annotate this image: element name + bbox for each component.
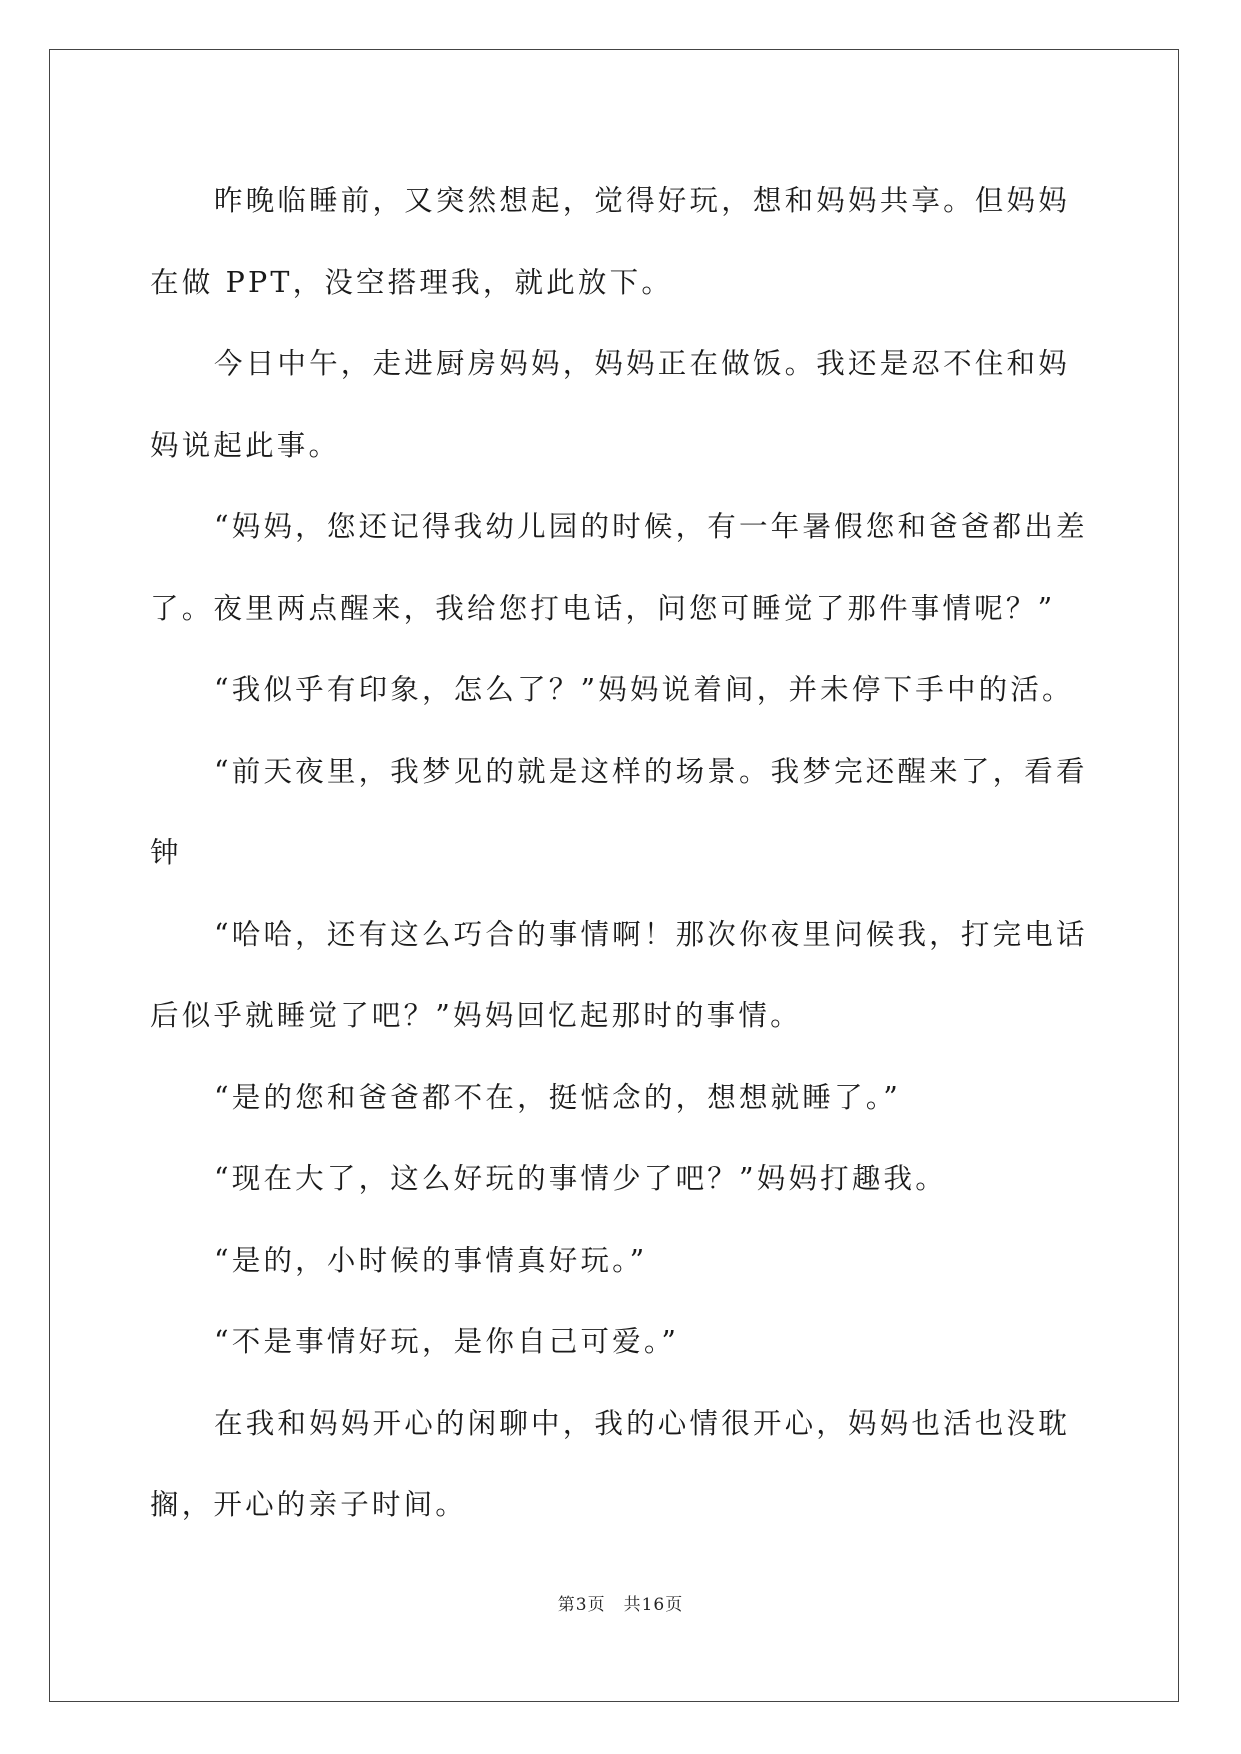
- current-page-number: 第3页: [557, 1595, 606, 1615]
- paragraph: “我似乎有印象，怎么了？”妈妈说着间，并未停下手中的活。: [214, 673, 1074, 706]
- paragraph: “前天夜里，我梦见的就是这样的场景。我梦完还醒来了，看看钟: [150, 754, 1088, 869]
- total-page-count: 共16页: [623, 1595, 684, 1615]
- paragraph: “哈哈，还有这么巧合的事情啊！那次你夜里问候我，打完电话后似乎就睡觉了吧？”妈妈回忆起那时的事情。: [150, 917, 1088, 1032]
- paragraph: 今日中午，走进厨房妈妈，妈妈正在做饭。我还是忍不住和妈妈说起此事。: [150, 347, 1070, 462]
- paragraph: 在我和妈妈开心的闲聊中，我的心情很开心，妈妈也活也没耽搁，开心的亲子时间。: [150, 1406, 1070, 1521]
- paragraph: “是的，小时候的事情真好玩。”: [214, 1243, 648, 1277]
- paragraph: 昨晚临睡前，又突然想起，觉得好玩，想和妈妈共享。但妈妈在做 PPT，没空搭理我，就此放下。: [150, 184, 1070, 299]
- page-footer: [0, 1590, 1241, 1615]
- paragraph: “现在大了，这么好玩的事情少了吧？”妈妈打趣我。: [214, 1162, 947, 1195]
- paragraph: “妈妈，您还记得我幼儿园的时候，有一年暑假您和爸爸都出差了。夜里两点醒来，我给您打电话，问您可睡觉了那件事情呢？”: [150, 510, 1088, 625]
- document-body: [150, 160, 1095, 1546]
- paragraph: “不是事情好玩，是你自己可爱。”: [214, 1325, 680, 1358]
- paragraph: “是的您和爸爸都不在，挺惦念的，想想就睡了。”: [214, 1080, 901, 1114]
